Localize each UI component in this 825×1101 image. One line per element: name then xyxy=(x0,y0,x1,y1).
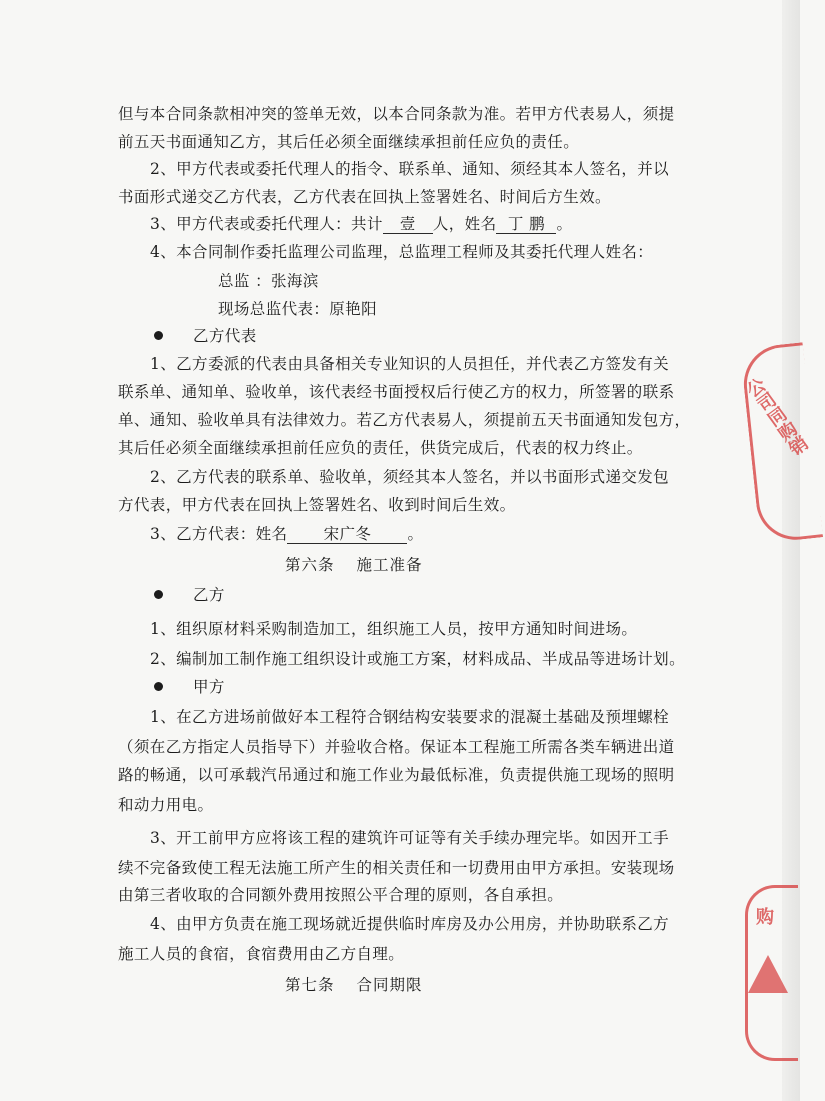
paragraph-line: 方代表，甲方代表在回执上签署姓名、收到时间后生效。 xyxy=(118,496,516,514)
paragraph-line: 单、通知、验收单具有法律效力。若乙方代表易人，须提前五天书面通知发包方， xyxy=(118,411,691,429)
delegate-name-label: 人，姓名 xyxy=(432,215,497,233)
article-heading-7 xyxy=(285,975,423,995)
article-number: 第六条 xyxy=(285,556,335,574)
paragraph-line: 3、开工前甲方应将该工程的建筑许可证等有关手续办理完毕。如因开工手 xyxy=(150,829,670,847)
section-title: 乙方代表 xyxy=(193,327,257,345)
partyb-rep-name: 宋广冬 xyxy=(287,525,407,544)
partyb-rep-name-line xyxy=(150,524,423,544)
partyb-rep-label: 3、乙方代表：姓名 xyxy=(150,525,288,543)
paragraph-line: 联系单、通知单、验收单，该代表经书面授权后行使乙方的权力，所签署的联系 xyxy=(118,383,675,401)
paragraph-line: 4、本合同制作委托监理公司监理，总监理工程师及其委托代理人姓名： xyxy=(150,243,654,261)
article-number: 第七条 xyxy=(285,976,335,994)
paragraph-line: 前五天书面通知乙方，其后任必须全面继续承担前任应负的责任。 xyxy=(118,133,580,151)
paragraph-line: 1、乙方委派的代表由具备相关专业知识的人员担任，并代表乙方签发有关 xyxy=(150,355,670,373)
article-heading-6 xyxy=(285,555,423,575)
paragraph-line: 施工人员的食宿，食宿费用由乙方自理。 xyxy=(118,945,405,963)
bullet-icon xyxy=(154,331,163,340)
stamp-emblem-icon xyxy=(748,955,788,993)
section-heading-partyb-rep xyxy=(154,326,257,346)
paragraph-line: 和动力用电。 xyxy=(118,796,214,814)
paragraph-line: （须在乙方指定人员指导下）并验收合格。保证本工程施工所需各类车辆进出道 xyxy=(118,738,675,756)
paragraph-line: 路的畅通，以可承载汽吊通过和施工作业为最低标准，负责提供施工现场的照明 xyxy=(118,766,675,784)
paragraph-line: 2、编制加工制作施工组织设计或施工方案，材料成品、半成品等进场计划。 xyxy=(150,650,685,668)
bullet-icon xyxy=(154,590,163,599)
bullet-icon xyxy=(154,682,163,691)
delegate-count-value: 壹 xyxy=(383,215,433,234)
paragraph-line: 2、乙方代表的联系单、验收单，须经其本人签名，并以书面形式递交发包 xyxy=(150,468,670,486)
delegate-count-label: 3、甲方代表或委托代理人：共计 xyxy=(150,215,383,233)
section-title: 甲方 xyxy=(193,678,225,696)
supervisor-line: 总监 ：张海滨 xyxy=(218,272,319,290)
paragraph-line: 但与本合同条款相冲突的签单无效，以本合同条款为准。若甲方代表易人，须提 xyxy=(118,105,675,123)
paragraph-line: 其后任必须全面继续承担前任应负的责任，供货完成后，代表的权力终止。 xyxy=(118,439,643,457)
stamp-text: 公司同购销 xyxy=(740,374,811,460)
paragraph-line: 书面形式递交乙方代表，乙方代表在回执上签署姓名、时间后方生效。 xyxy=(118,188,611,206)
article-title: 合同期限 xyxy=(356,976,423,994)
company-stamp-top xyxy=(740,342,823,544)
site-rep-line: 现场总监代表：原艳阳 xyxy=(218,300,378,318)
section-heading-partyb xyxy=(154,585,225,605)
paragraph-line: 续不完备致使工程无法施工所产生的相关责任和一切费用由甲方承担。安装现场 xyxy=(118,859,675,877)
delegate-end: 。 xyxy=(556,215,573,233)
paragraph-line: 1、组织原材料采购制造加工，组织施工人员，按甲方通知时间进场。 xyxy=(150,620,638,638)
section-title: 乙方 xyxy=(193,586,225,604)
delegate-name-value: 丁 鹏 xyxy=(496,215,556,234)
paragraph-line: 4、由甲方负责在施工现场就近提供临时库房及办公用房，并协助联系乙方 xyxy=(150,915,670,933)
paragraph-line: 由第三者收取的合同额外费用按照公平合理的原则，各自承担。 xyxy=(118,886,564,904)
paragraph-line: 1、在乙方进场前做好本工程符合钢结构安装要求的混凝土基础及预埋螺栓 xyxy=(150,708,670,726)
paragraph-line: 2、甲方代表或委托代理人的指令、联系单、通知、须经其本人签名，并以 xyxy=(150,160,670,178)
stamp-text: 购 xyxy=(756,907,774,928)
partyb-rep-end: 。 xyxy=(407,525,424,543)
section-heading-partya xyxy=(154,677,225,697)
article-title: 施工准备 xyxy=(356,556,423,574)
delegate-count-line xyxy=(150,214,572,234)
